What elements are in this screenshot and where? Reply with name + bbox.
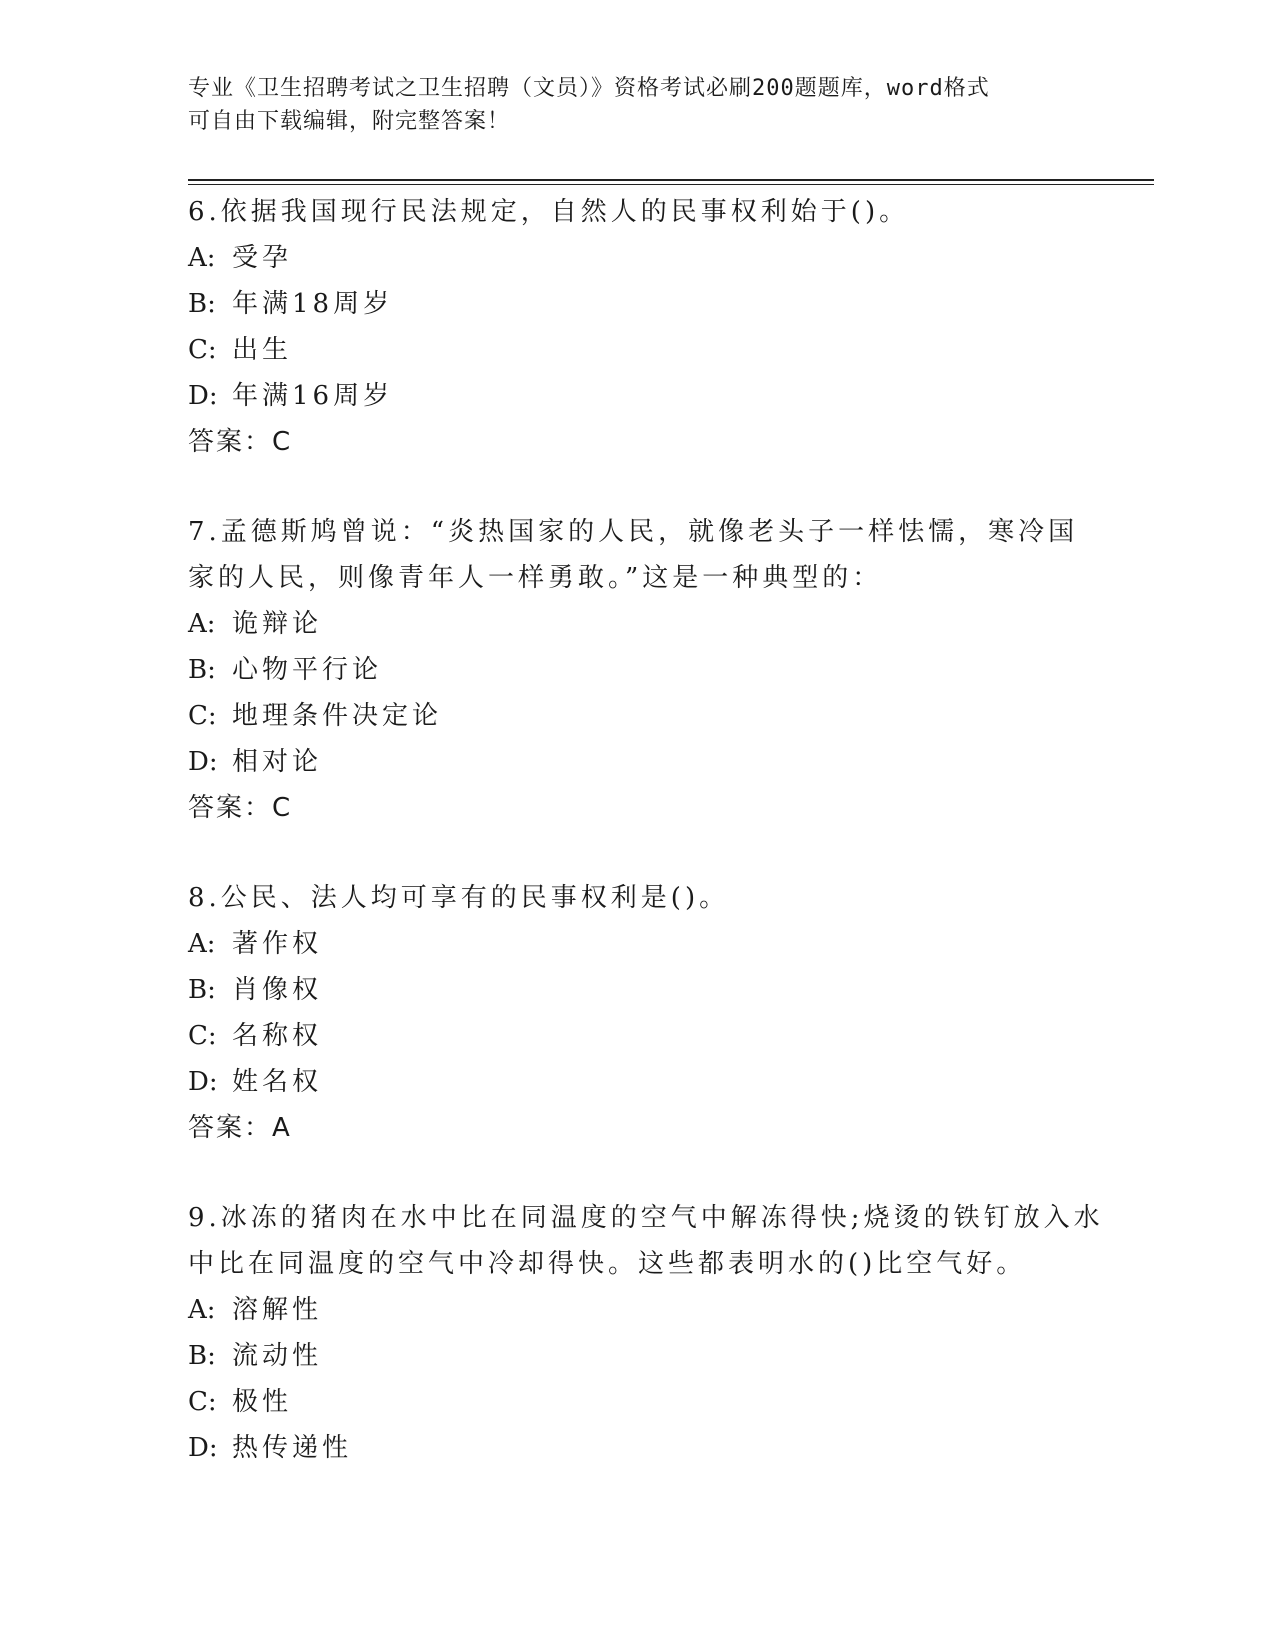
option-letter: B: bbox=[188, 975, 216, 1005]
question-spacer bbox=[188, 1151, 1088, 1195]
option-letter: B: bbox=[188, 289, 216, 319]
answer-option bbox=[188, 1333, 1088, 1379]
question-list bbox=[188, 189, 1104, 1471]
option-text: 地理条件决定论 bbox=[232, 701, 443, 731]
answer-option bbox=[188, 693, 1088, 739]
option-text: 名称权 bbox=[232, 1021, 323, 1051]
answer-option bbox=[188, 1425, 1088, 1471]
question-block bbox=[188, 189, 1088, 465]
option-letter: C: bbox=[188, 701, 217, 731]
answer-option bbox=[188, 647, 1088, 693]
option-letter: A: bbox=[188, 1295, 216, 1325]
question-block bbox=[188, 1195, 1104, 1471]
question-block bbox=[188, 509, 1088, 831]
answer-option bbox=[188, 235, 1088, 281]
option-text: 姓名权 bbox=[232, 1067, 323, 1097]
option-letter: C: bbox=[188, 1021, 217, 1051]
option-text: 心物平行论 bbox=[232, 655, 383, 685]
option-text: 流动性 bbox=[232, 1341, 323, 1371]
option-text: 诡辩论 bbox=[232, 609, 323, 639]
answer-option bbox=[188, 327, 1088, 373]
answer-key: 答案：A bbox=[188, 1113, 292, 1143]
option-letter: D: bbox=[188, 1433, 218, 1463]
option-text: 年满18周岁 bbox=[232, 289, 394, 319]
option-text: 相对论 bbox=[232, 747, 323, 777]
answer-option bbox=[188, 373, 1088, 419]
question-stem-line: 家的人民，则像青年人一样勇敢。”这是一种典型的： bbox=[188, 563, 883, 593]
option-text: 受孕 bbox=[232, 243, 293, 273]
option-letter: C: bbox=[188, 1387, 217, 1417]
question-spacer bbox=[188, 465, 1088, 509]
question-stem-line: 9.冰冻的猪肉在水中比在同温度的空气中解冻得快;烧烫的铁钉放入水 bbox=[188, 1203, 1104, 1233]
question-stem-line: 7.孟德斯鸠曾说：“炎热国家的人民，就像老头子一样怯懦，寒冷国 bbox=[188, 517, 1079, 547]
option-letter: B: bbox=[188, 655, 216, 685]
question-stem-line: 6.依据我国现行民法规定，自然人的民事权利始于()。 bbox=[188, 197, 910, 227]
answer-option bbox=[188, 1379, 1088, 1425]
option-letter: D: bbox=[188, 381, 218, 411]
option-text: 极性 bbox=[232, 1387, 293, 1417]
answer-option bbox=[188, 921, 1088, 967]
option-letter: A: bbox=[188, 243, 216, 273]
option-letter: D: bbox=[188, 1067, 218, 1097]
question-spacer bbox=[188, 831, 1088, 875]
option-letter: D: bbox=[188, 747, 218, 777]
answer-option bbox=[188, 1059, 1088, 1105]
option-text: 年满16周岁 bbox=[232, 381, 394, 411]
header-divider-thin bbox=[188, 184, 1154, 185]
question-stem-line: 8.公民、法人均可享有的民事权利是()。 bbox=[188, 883, 730, 913]
option-text: 肖像权 bbox=[232, 975, 323, 1005]
option-letter: A: bbox=[188, 929, 216, 959]
option-letter: B: bbox=[188, 1341, 216, 1371]
option-text: 著作权 bbox=[232, 929, 323, 959]
question-stem-line: 中比在同温度的空气中冷却得快。这些都表明水的()比空气好。 bbox=[188, 1249, 1027, 1279]
answer-option bbox=[188, 601, 1088, 647]
answer-option bbox=[188, 281, 1088, 327]
option-letter: C: bbox=[188, 335, 217, 365]
answer-option bbox=[188, 1013, 1088, 1059]
answer-key: 答案：C bbox=[188, 427, 293, 457]
option-text: 出生 bbox=[232, 335, 293, 365]
header-line-2: 可自由下载编辑，附完整答案！ bbox=[188, 109, 511, 134]
answer-option bbox=[188, 739, 1088, 785]
option-text: 热传递性 bbox=[232, 1433, 353, 1463]
answer-key: 答案：C bbox=[188, 793, 293, 823]
option-letter: A: bbox=[188, 609, 216, 639]
header-line-1: 专业《卫生招聘考试之卫生招聘（文员）》资格考试必刷200题题库，word格式 bbox=[188, 76, 990, 101]
answer-option bbox=[188, 967, 1088, 1013]
header-divider-thick bbox=[188, 179, 1154, 181]
option-text: 溶解性 bbox=[232, 1295, 323, 1325]
question-block bbox=[188, 875, 1088, 1151]
document-header bbox=[188, 72, 1088, 138]
answer-option bbox=[188, 1287, 1088, 1333]
